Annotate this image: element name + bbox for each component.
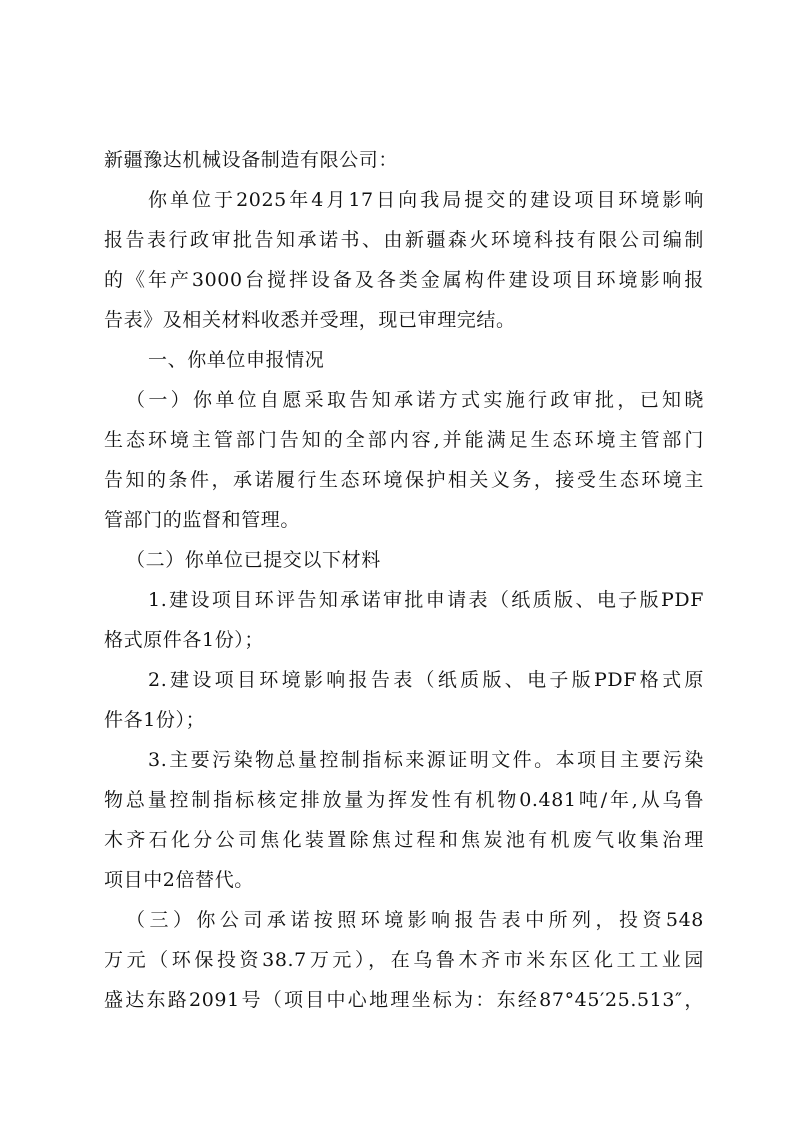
list-item-line: 2.建设项目环境影响报告表（纸质版、电子版PDF格式原 <box>148 669 704 691</box>
paragraph-line: （三）你公司承诺按照环境影响报告表中所列，投资548 <box>126 909 704 931</box>
paragraph-line: 万元（环保投资38.7万元），在乌鲁木齐市米东区化工工业园 <box>104 949 704 971</box>
paragraph-line: 的《年产3000台搅拌设备及各类金属构件建设项目环境影响报 <box>104 269 704 291</box>
paragraph-line: 盛达东路2091号（项目中心地理坐标为：东经87°45′25.513″， <box>104 989 704 1011</box>
list-item-line: 件各1份）； <box>104 709 206 731</box>
subsection-heading: （二）你单位已提交以下材料 <box>126 549 381 571</box>
list-item-line: 项目中2倍替代。 <box>104 869 254 891</box>
paragraph-line: 告知的条件，承诺履行生态环境保护相关义务，接受生态环境主 <box>104 469 704 491</box>
paragraph-line: 管部门的监督和管理。 <box>104 509 301 531</box>
list-item-line: 格式原件各1份）； <box>104 629 264 651</box>
paragraph-line: （一）你单位自愿采取告知承诺方式实施行政审批，已知晓 <box>126 389 704 411</box>
list-item-line: 1.建设项目环评告知承诺审批申请表（纸质版、电子版PDF <box>148 589 704 611</box>
paragraph-line: 你单位于2025年4月17日向我局提交的建设项目环境影响 <box>148 189 704 211</box>
paragraph-line: 报告表行政审批告知承诺书、由新疆森火环境科技有限公司编制 <box>104 229 704 251</box>
list-item-line: 3.主要污染物总量控制指标来源证明文件。本项目主要污染 <box>148 749 704 771</box>
section-heading: 一、你单位申报情况 <box>148 349 325 371</box>
paragraph-line: 生态环境主管部门告知的全部内容,并能满足生态环境主管部门 <box>104 429 704 451</box>
paragraph-line: 告表》及相关材料收悉并受理，现已审理完结。 <box>104 309 516 331</box>
list-item-line: 木齐石化分公司焦化装置除焦过程和焦炭池有机废气收集治理 <box>104 829 704 851</box>
addressee: 新疆豫达机械设备制造有限公司： <box>104 149 399 171</box>
list-item-line: 物总量控制指标核定排放量为挥发性有机物0.481吨/年,从乌鲁 <box>104 789 704 811</box>
